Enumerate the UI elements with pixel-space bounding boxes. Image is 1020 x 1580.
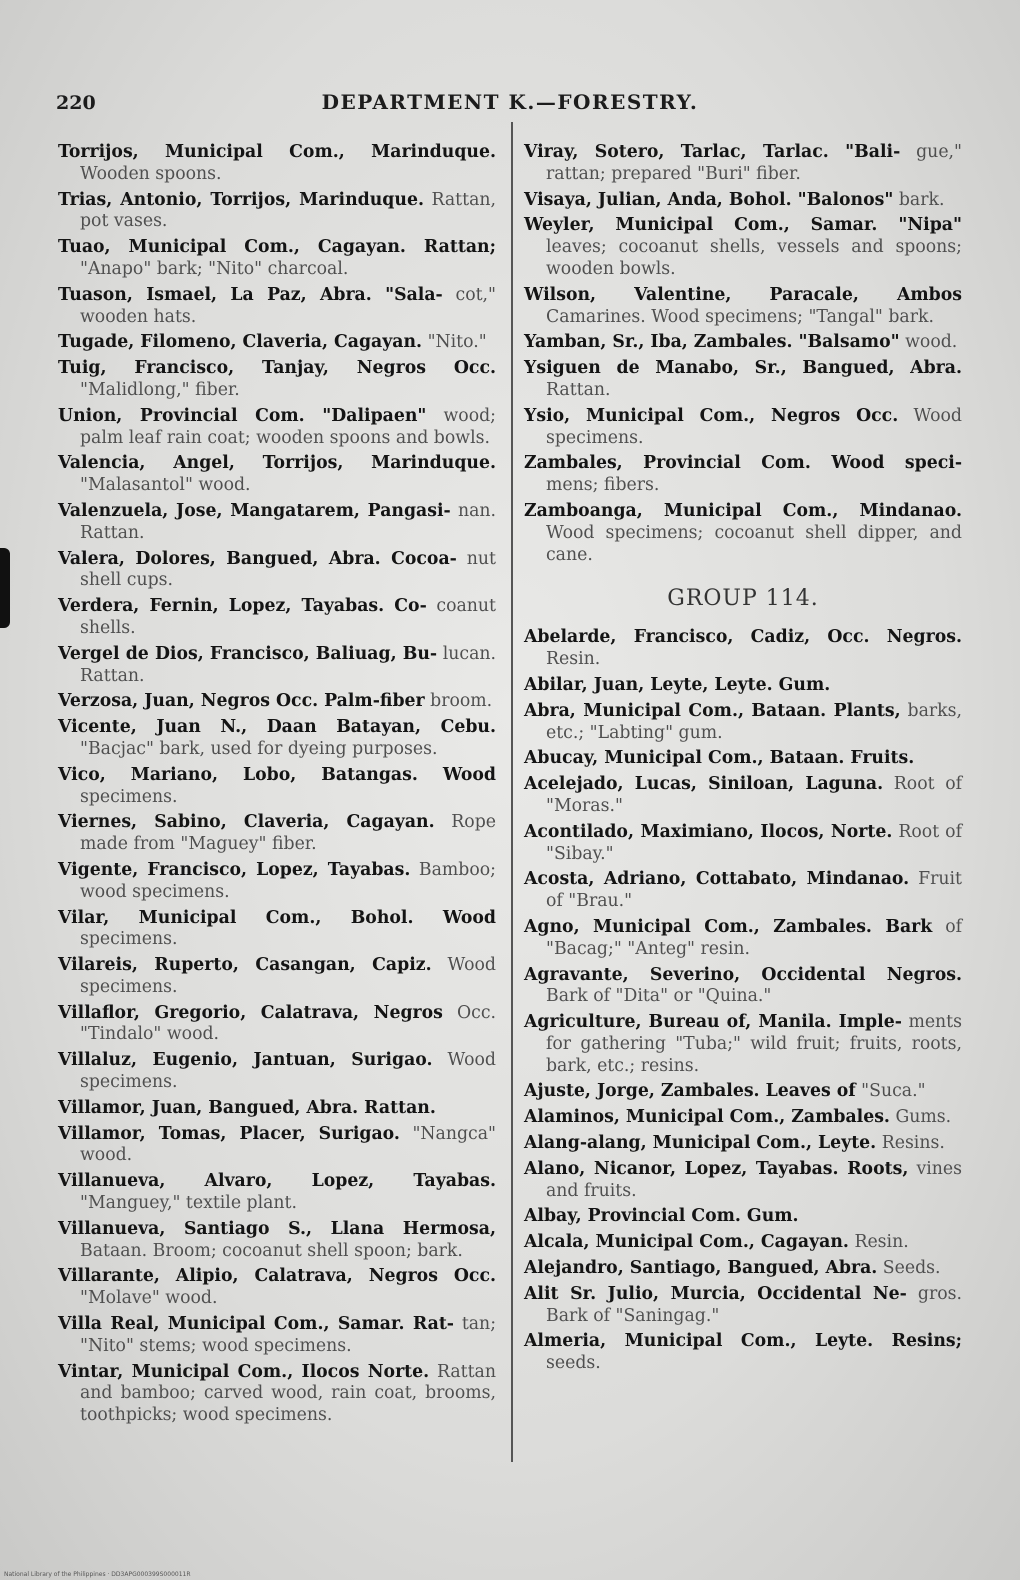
- catalog-entry: [58, 1362, 496, 1427]
- catalog-entry: [524, 675, 962, 697]
- catalog-entry: [58, 860, 496, 904]
- exhibit-description: tan; "Nito" stems; wood specimens.: [80, 1314, 497, 1356]
- exhibit-description: specimens.: [80, 929, 178, 950]
- exhibitor-name: Alang-alang, Municipal Com., Leyte.: [524, 1133, 877, 1154]
- exhibitor-name: Viernes, Sabino, Claveria, Cagayan.: [58, 812, 435, 833]
- catalog-entry: [58, 142, 496, 186]
- exhibitor-name: Villaluz, Eugenio, Jantuan, Surigao.: [58, 1050, 433, 1071]
- exhibitor-name: Ysio, Municipal Com., Negros Occ.: [524, 405, 899, 426]
- exhibitor-name: Tuason, Ismael, La Paz, Abra. "Sala-: [58, 284, 443, 305]
- exhibit-description: "Bacjac" bark, used for dyeing purposes.: [80, 738, 438, 759]
- column-divider: [511, 122, 513, 1462]
- catalog-entry: [58, 1314, 496, 1358]
- exhibit-description: Wood specimens.: [80, 1050, 496, 1093]
- exhibit-description: Gums.: [895, 1107, 952, 1128]
- catalog-entry: [524, 1107, 962, 1129]
- exhibit-description: ments for gathering "Tuba;" wild fruit; fruits, roots, bark, etc.; resins.: [546, 1012, 962, 1076]
- exhibit-description: Fruit of "Brau.": [546, 869, 962, 912]
- exhibit-description: wood; palm leaf rain coat; wooden spoons and bowls.: [80, 405, 496, 448]
- exhibit-description: barks, etc.; "Labting" gum.: [546, 700, 962, 743]
- exhibitor-name: Weyler, Municipal Com., Samar. "Nipa": [524, 215, 962, 236]
- exhibit-description: "Nangca" wood.: [80, 1123, 496, 1166]
- catalog-entry: [58, 501, 496, 545]
- exhibit-description: of "Bacag;" "Anteg" resin.: [546, 916, 962, 959]
- exhibit-description: specimens.: [80, 786, 178, 807]
- exhibitor-name: Villarante, Alipio, Calatrava, Negros Occ.: [58, 1266, 496, 1287]
- catalog-entry: [58, 406, 496, 450]
- exhibit-description: Bark of "Dita" or "Quina.": [546, 986, 772, 1007]
- exhibit-description: nut shell cups.: [80, 548, 497, 591]
- exhibitor-name: Vilareis, Ruperto, Casangan, Capiz.: [58, 955, 432, 976]
- exhibit-description: Rope made from "Maguey" fiber.: [80, 812, 496, 855]
- exhibitor-name: Yamban, Sr., Iba, Zambales. "Balsamo": [524, 332, 900, 353]
- exhibit-description: Camarines. Wood specimens; "Tangal" bark.: [546, 306, 934, 327]
- catalog-entry: [58, 596, 496, 640]
- catalog-entry: [524, 1159, 962, 1203]
- exhibitor-name: Albay, Provincial Com. Gum.: [524, 1206, 799, 1227]
- exhibit-description: gue," rattan; prepared "Buri" fiber.: [546, 142, 962, 184]
- catalog-entry: [58, 1003, 496, 1047]
- exhibit-description: Rattan and bamboo; carved wood, rain coat, brooms, toothpicks; wood specimens.: [80, 1361, 496, 1426]
- catalog-entry: [524, 774, 962, 818]
- exhibit-description: nan. Rattan.: [80, 500, 496, 543]
- exhibitor-name: Valenzuela, Jose, Mangatarem, Pangasi-: [58, 500, 451, 521]
- exhibitor-name: Visaya, Julian, Anda, Bohol. "Balonos": [524, 189, 894, 210]
- exhibit-description: Bamboo; wood specimens.: [80, 859, 496, 902]
- exhibit-description: Rattan.: [546, 379, 611, 400]
- exhibitor-name: Acontilado, Maximiano, Ilocos, Norte.: [524, 821, 893, 842]
- catalog-entry: [524, 965, 962, 1009]
- exhibitor-name: Alano, Nicanor, Lopez, Tayabas. Roots,: [524, 1158, 909, 1179]
- exhibit-description: Wooden spoons.: [80, 163, 222, 184]
- catalog-entry: [58, 190, 496, 234]
- right-column: [524, 142, 962, 1379]
- group-heading: GROUP 114.: [667, 586, 819, 612]
- exhibit-description: broom.: [430, 691, 493, 712]
- catalog-entry: [524, 1081, 962, 1103]
- exhibit-description: vines and fruits.: [546, 1158, 962, 1201]
- exhibit-description: bark.: [898, 189, 945, 210]
- exhibitor-name: Torrijos, Municipal Com., Marinduque.: [58, 142, 496, 162]
- catalog-entry: [524, 358, 962, 402]
- exhibit-description: Resin.: [854, 1232, 909, 1253]
- exhibit-description: Wood specimens.: [546, 405, 962, 448]
- catalog-entry: [524, 501, 962, 566]
- catalog-entry: [58, 1124, 496, 1168]
- catalog-entry: [524, 1284, 962, 1328]
- exhibitor-name: Wilson, Valentine, Paracale, Ambos: [524, 284, 962, 305]
- catalog-entry: [524, 1331, 962, 1375]
- catalog-entry: [524, 1133, 962, 1155]
- catalog-entry: [524, 285, 962, 329]
- catalog-entry: [524, 822, 962, 866]
- exhibitor-name: Vilar, Municipal Com., Bohol. Wood: [58, 907, 496, 928]
- exhibit-description: Seeds.: [882, 1258, 941, 1279]
- catalog-entry: [524, 406, 962, 450]
- exhibit-description: "Nito.": [427, 332, 487, 353]
- exhibitor-name: Vico, Mariano, Lobo, Batangas. Wood: [58, 764, 496, 785]
- exhibitor-name: Abelarde, Francisco, Cadiz, Occ. Negros.: [524, 627, 962, 648]
- catalog-entry: [524, 1012, 962, 1077]
- catalog-entry: [58, 285, 496, 329]
- right-column-top: [524, 142, 962, 566]
- catalog-entry: [58, 691, 496, 713]
- exhibitor-name: Valencia, Angel, Torrijos, Marinduque.: [58, 453, 496, 474]
- exhibit-description: lucan. Rattan.: [80, 643, 496, 686]
- catalog-entry: [524, 917, 962, 961]
- exhibit-description: mens; fibers.: [546, 475, 660, 496]
- catalog-entry: [58, 765, 496, 809]
- catalog-entry: [58, 549, 496, 593]
- exhibitor-name: Villamor, Juan, Bangued, Abra. Rattan.: [58, 1097, 436, 1118]
- exhibitor-name: Acosta, Adriano, Cottabato, Mindanao.: [524, 869, 910, 890]
- left-column: [58, 142, 496, 1431]
- exhibit-description: cot," wooden hats.: [80, 284, 497, 327]
- catalog-entry: [58, 1098, 496, 1120]
- catalog-entry: [524, 190, 962, 212]
- exhibitor-name: Tuao, Municipal Com., Cagayan. Rattan;: [58, 237, 496, 258]
- catalog-entry: [524, 453, 962, 497]
- catalog-entry: [58, 1219, 496, 1263]
- exhibitor-name: Alejandro, Santiago, Bangued, Abra.: [524, 1258, 878, 1279]
- catalog-entry: [524, 215, 962, 280]
- exhibitor-name: Zambales, Provincial Com. Wood speci-: [524, 453, 962, 474]
- exhibitor-name: Acelejado, Lucas, Siniloan, Laguna.: [524, 774, 884, 795]
- page-header: [56, 90, 964, 126]
- catalog-entry: [58, 332, 496, 354]
- exhibit-description: Root of "Sibay.": [546, 821, 962, 864]
- catalog-entry: [58, 1171, 496, 1215]
- exhibit-description: seeds.: [546, 1353, 601, 1374]
- catalog-entry: [58, 1050, 496, 1094]
- exhibitor-name: Vintar, Municipal Com., Ilocos Norte.: [58, 1361, 430, 1382]
- exhibitor-name: Tuig, Francisco, Tanjay, Negros Occ.: [58, 358, 496, 379]
- exhibitor-name: Villanueva, Alvaro, Lopez, Tayabas.: [58, 1171, 496, 1192]
- exhibitor-name: Agno, Municipal Com., Zambales. Bark: [524, 916, 933, 937]
- catalog-entry: [58, 237, 496, 281]
- catalog-entry: [58, 717, 496, 761]
- exhibitor-name: Alit Sr. Julio, Murcia, Occidental Ne-: [524, 1283, 907, 1304]
- page-number: 220: [56, 92, 96, 114]
- exhibitor-name: Verdera, Fernin, Lopez, Tayabas. Co-: [58, 596, 427, 617]
- exhibitor-name: Zamboanga, Municipal Com., Mindanao.: [524, 500, 962, 521]
- exhibit-description: Root of "Moras.": [546, 774, 963, 816]
- catalog-entry: [58, 644, 496, 688]
- exhibitor-name: Abucay, Municipal Com., Bataan. Fruits.: [524, 748, 915, 769]
- exhibit-description: Resin.: [546, 649, 601, 670]
- catalog-entry: [524, 1232, 962, 1254]
- catalog-entry: [58, 955, 496, 999]
- catalog-entry: [524, 748, 962, 770]
- catalog-entry: [58, 453, 496, 497]
- exhibit-description: Occ. "Tindalo" wood.: [80, 1002, 496, 1045]
- catalog-entry: [524, 142, 962, 186]
- exhibitor-name: Villamor, Tomas, Placer, Surigao.: [58, 1123, 400, 1144]
- catalog-entry: [58, 908, 496, 952]
- catalog-entry: [524, 332, 962, 354]
- exhibitor-name: Ysiguen de Manabo, Sr., Bangued, Abra.: [524, 358, 962, 379]
- exhibit-description: "Malidlong," fiber.: [80, 379, 240, 400]
- exhibitor-name: Vergel de Dios, Francisco, Baliuag, Bu-: [58, 643, 438, 664]
- exhibitor-name: Verzosa, Juan, Negros Occ. Palm-fiber: [58, 691, 425, 712]
- exhibit-description: "Manguey," textile plant.: [80, 1193, 297, 1214]
- catalog-entry: [524, 701, 962, 745]
- exhibit-description: leaves; cocoanut shells, vessels and spoons; wooden bowls.: [546, 237, 962, 279]
- exhibit-description: gros. Bark of "Saningag.": [546, 1283, 962, 1326]
- exhibit-description: wood.: [905, 332, 958, 353]
- catalog-entry: [524, 869, 962, 913]
- exhibitor-name: Union, Provincial Com. "Dalipaen": [58, 405, 427, 426]
- exhibitor-name: Alcala, Municipal Com., Cagayan.: [524, 1232, 849, 1253]
- exhibitor-name: Tugade, Filomeno, Claveria, Cagayan.: [58, 332, 423, 353]
- exhibit-description: Wood specimens; cocoanut shell dipper, and cane.: [546, 522, 962, 565]
- catalog-entry: [524, 1258, 962, 1280]
- exhibitor-name: Agravante, Severino, Occidental Negros.: [524, 964, 962, 985]
- exhibitor-name: Abra, Municipal Com., Bataan. Plants,: [524, 700, 901, 721]
- binding-shadow: [0, 548, 10, 628]
- exhibit-description: Bataan. Broom; cocoanut shell spoon; bark.: [80, 1240, 463, 1261]
- catalog-entry: [524, 627, 962, 671]
- exhibitor-name: Valera, Dolores, Bangued, Abra. Cocoa-: [58, 548, 457, 569]
- exhibit-description: "Suca.": [861, 1081, 926, 1102]
- exhibitor-name: Abilar, Juan, Leyte, Leyte. Gum.: [524, 674, 831, 695]
- exhibitor-name: Vicente, Juan N., Daan Batayan, Cebu.: [58, 717, 496, 738]
- catalog-entry: [58, 812, 496, 856]
- library-credit: National Library of the Philippines · DD3APG000399S000011R: [4, 1571, 191, 1578]
- exhibit-description: coanut shells.: [80, 596, 496, 638]
- exhibit-description: Wood specimens.: [80, 955, 496, 997]
- exhibit-description: Resins.: [881, 1133, 945, 1154]
- catalog-entry: [58, 358, 496, 402]
- catalog-entry: [58, 1266, 496, 1310]
- exhibitor-name: Agriculture, Bureau of, Manila. Imple-: [524, 1012, 902, 1033]
- catalog-entry: [524, 1206, 962, 1228]
- right-column-bottom: [524, 627, 962, 1375]
- exhibitor-name: Alaminos, Municipal Com., Zambales.: [524, 1107, 890, 1128]
- exhibitor-name: Villa Real, Municipal Com., Samar. Rat-: [58, 1314, 454, 1335]
- exhibitor-name: Trias, Antonio, Torrijos, Marinduque.: [58, 189, 424, 210]
- running-head: DEPARTMENT K.—FORESTRY.: [321, 90, 699, 114]
- exhibitor-name: Villanueva, Santiago S., Llana Hermosa,: [58, 1218, 496, 1239]
- exhibit-description: "Anapo" bark; "Nito" charcoal.: [80, 258, 349, 279]
- exhibitor-name: Vigente, Francisco, Lopez, Tayabas.: [58, 859, 411, 880]
- exhibitor-name: Villaflor, Gregorio, Calatrava, Negros: [58, 1002, 443, 1023]
- exhibit-description: Rattan, pot vases.: [80, 189, 496, 232]
- exhibit-description: "Molave" wood.: [80, 1288, 218, 1309]
- exhibitor-name: Ajuste, Jorge, Zambales. Leaves of: [524, 1081, 856, 1102]
- exhibitor-name: Viray, Sotero, Tarlac, Tarlac. "Bali-: [524, 142, 901, 162]
- exhibitor-name: Almeria, Municipal Com., Leyte. Resins;: [524, 1331, 962, 1352]
- exhibit-description: "Malasantol" wood.: [80, 475, 251, 496]
